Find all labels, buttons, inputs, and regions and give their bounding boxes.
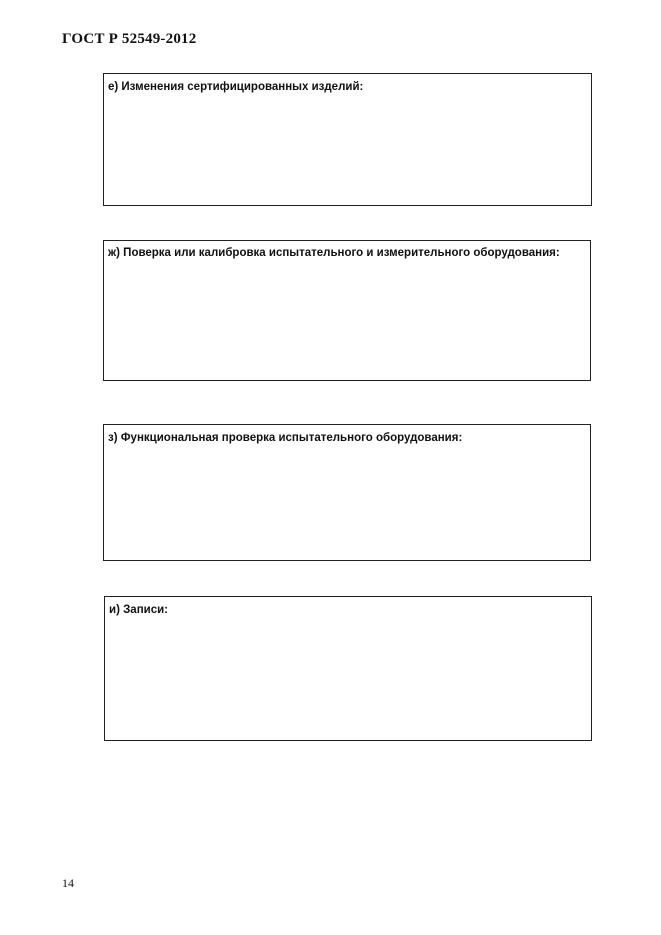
section-label: з) Функциональная проверка испытательного оборудования:	[108, 432, 463, 444]
section-box-functional-check	[103, 424, 591, 561]
page-number: 14	[62, 876, 74, 890]
section-label: и) Записи:	[109, 604, 169, 616]
section-label: е) Изменения сертифицированных изделий:	[108, 81, 364, 93]
section-box-modifications	[103, 73, 592, 206]
document-header: ГОСТ Р 52549-2012	[62, 31, 197, 47]
section-label: ж) Поверка или калибровка испытательного и измерительного оборудования:	[108, 247, 560, 259]
section-box-verification	[103, 240, 591, 381]
section-box-records	[104, 596, 592, 741]
